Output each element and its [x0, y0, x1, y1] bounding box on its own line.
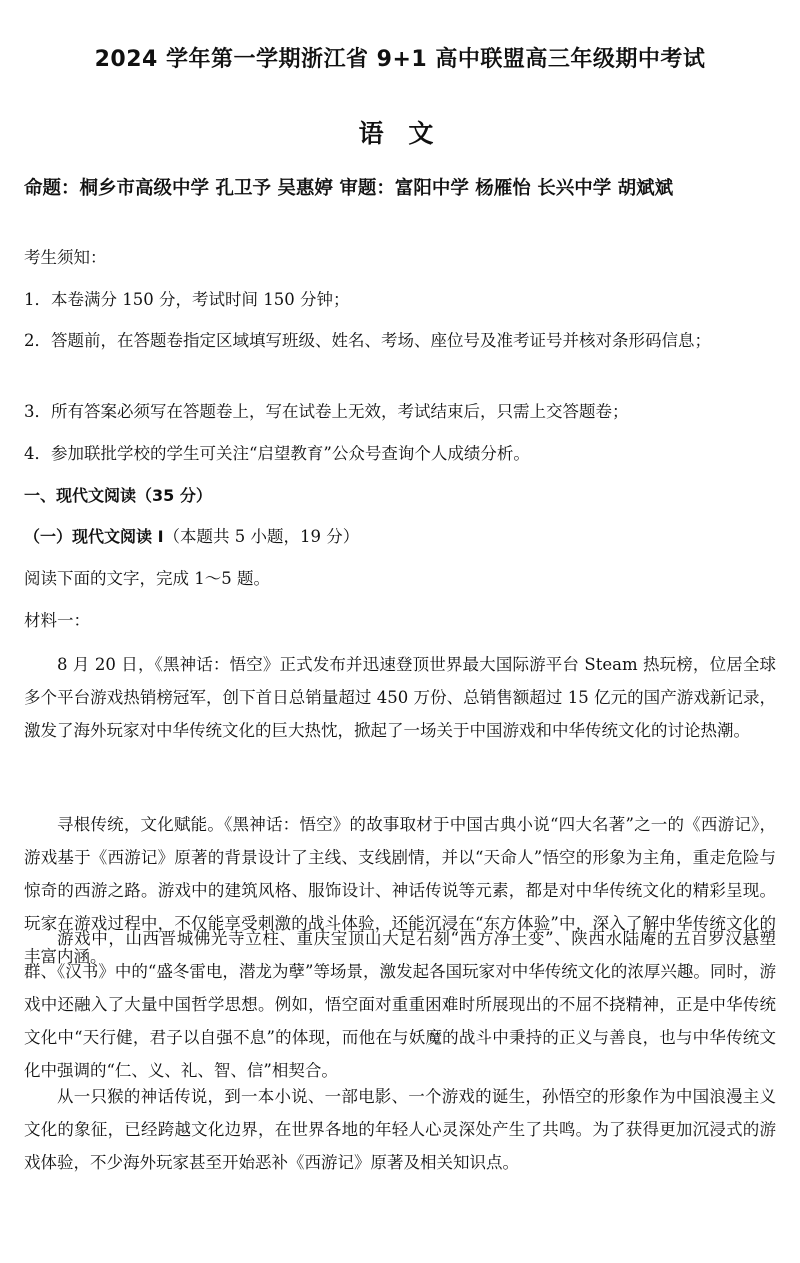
sub-section-heading — [24, 521, 780, 553]
notice-item-1: 1．本卷满分 150 分，考试时间 150 分钟； — [24, 290, 350, 309]
sub-section-title: （一）现代文阅读 I — [24, 527, 164, 546]
subject-title: 语 文 — [358, 119, 442, 148]
reading-instruction: 阅读下面的文字，完成 1～5 题。 — [24, 569, 270, 588]
paragraph-3: 游戏中，山西晋城佛光寺立柱、重庆宝顶山大足石刻“西方净土变”、陕西水陆庵的五百罗汉悬塑群、《汉书》中的“盛冬雷电，潜龙为孽”等场景，激发起各国玩家对中华传统文化的浓厚兴趣。同时，游戏中还融入了大量中国哲学思想。例如，悟空面对重重困难时所展现出的不屈不挠精神，正是中华传统文化中“天行健，君子以自强不息”的体现，而他在与妖魔的战斗中秉持的正义与善良，也与中华传统文化中强调的“仁、义、礼、智、信”相契合。 — [24, 929, 776, 1080]
paragraph-2: 寻根传统，文化赋能。《黑神话：悟空》的故事取材于中国古典小说“四大名著”之一的《西游记》，游戏基于《西游记》原著的背景设计了主线、支线剧情，并以“天命人”悟空的形象为主角，重走危险与惊奇的西游之路。游戏中的建筑风格、服饰设计、神话传说等元素，都是对中华传统文化的精彩呈现。玩家在游戏过程中，不仅能享受刺激的战斗体验，还能沉浸在“东方体验”中，深入了解中华传统文化的丰富内涵。 — [24, 815, 776, 966]
section-heading: 一、现代文阅读（35 分） — [24, 486, 212, 505]
author-info: 命题：桐乡市高级中学 孔卫予 吴惠婷 审题：富阳中学 杨雁怡 长兴中学 胡斌斌 — [24, 178, 674, 199]
notice-item-4: 4．参加联批学校的学生可关注“启望教育”公众号查询个人成绩分析。 — [24, 444, 530, 463]
notice-item-2: 2．答题前，在答题卷指定区域填写班级、姓名、考场、座位号及准考证号并核对条形码信息； — [24, 331, 711, 350]
paragraph-1: 8 月 20 日，《黑神话：悟空》正式发布并迅速登顶世界最大国际游平台 Steam 热玩榜，位居全球多个平台游戏热销榜冠军，创下首日总销量超过 450 万份、总销售额超过 15 亿元的国产游戏新记录，激发了海外玩家对中华传统文化的巨大热忱，掀起了一场关于中国游戏和中华传统文化的讨论热潮。 — [24, 655, 776, 740]
sub-section-note: （本题共 5 小题，19 分） — [163, 527, 360, 546]
exam-title: 2024 学年第一学期浙江省 9+1 高中联盟高三年级期中考试 — [94, 47, 706, 72]
notice-item-3: 3．所有答案必须写在答题卷上，写在试卷上无效，考试结束后，只需上交答题卷； — [24, 402, 629, 421]
paragraph-4: 从一只猴的神话传说，到一本小说、一部电影、一个游戏的诞生，孙悟空的形象作为中国浪漫主义文化的象征，已经跨越文化边界，在世界各地的年轻人心灵深处产生了共鸣。为了获得更加沉浸式的游戏体验，不少海外玩家甚至开始恶补《西游记》原著及相关知识点。 — [24, 1087, 776, 1172]
material-label: 材料一： — [24, 611, 90, 630]
notice-heading: 考生须知： — [24, 248, 107, 267]
